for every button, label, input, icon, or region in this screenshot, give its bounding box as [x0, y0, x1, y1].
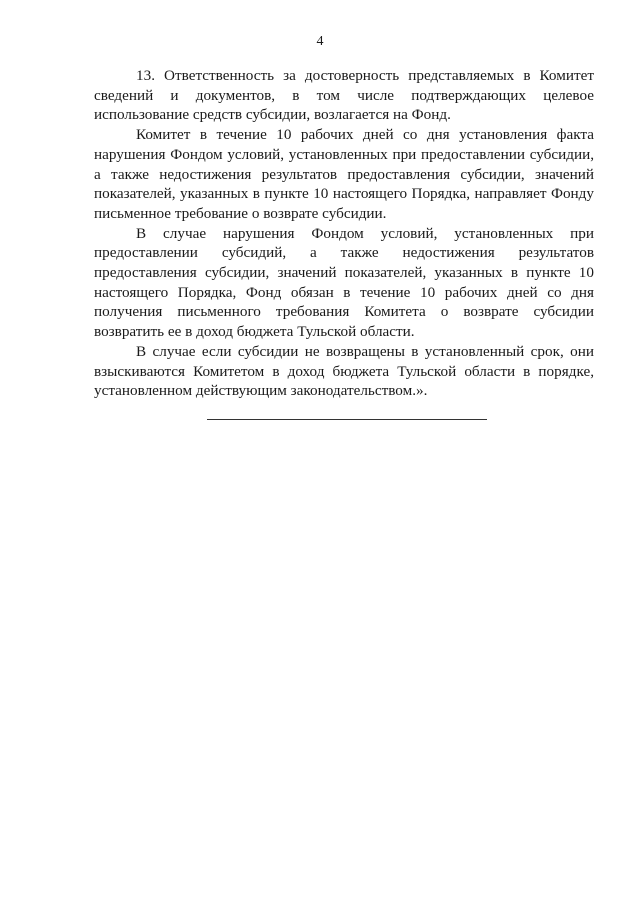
paragraph-recovery: В случае если субсидии не возвращены в установленный срок, они взыскиваются Комитетом в доход бюджета Тульской области в порядке, установленном действующим законодательством.».: [94, 342, 594, 400]
document-body: [94, 66, 594, 401]
paragraph-committee-demand: Комитет в течение 10 рабочих дней со дня установления факта нарушения Фондом условий, установленных при предоставлении субсидии, а также недостижения результатов предоставления субсидии, значений показателей, указанных в пункте 10 настоящего Порядка, направляет Фонду письменное требование о возврате субсидии.: [94, 126, 594, 222]
paragraph-responsibility: 13. Ответственность за достоверность представляемых в Комитет сведений и документов, в том числе подтверждающих целевое использование средств субсидии, возлагается на Фонд.: [94, 67, 594, 124]
page-number: 4: [316, 34, 324, 49]
end-divider-line: [207, 419, 487, 420]
paragraph-fund-return-obligation: В случае нарушения Фондом условий, установленных при предоставлении субсидий, а также недостижения результатов предоставления субсидии, значений показателей, указанных в пункте 10 настоящего Порядка, Фонд обязан в течение 10 рабочих дней со дня получения письменного требования Комитета о возврате субсидии возвратить ее в доход бюджета Тульской области.: [94, 224, 594, 341]
